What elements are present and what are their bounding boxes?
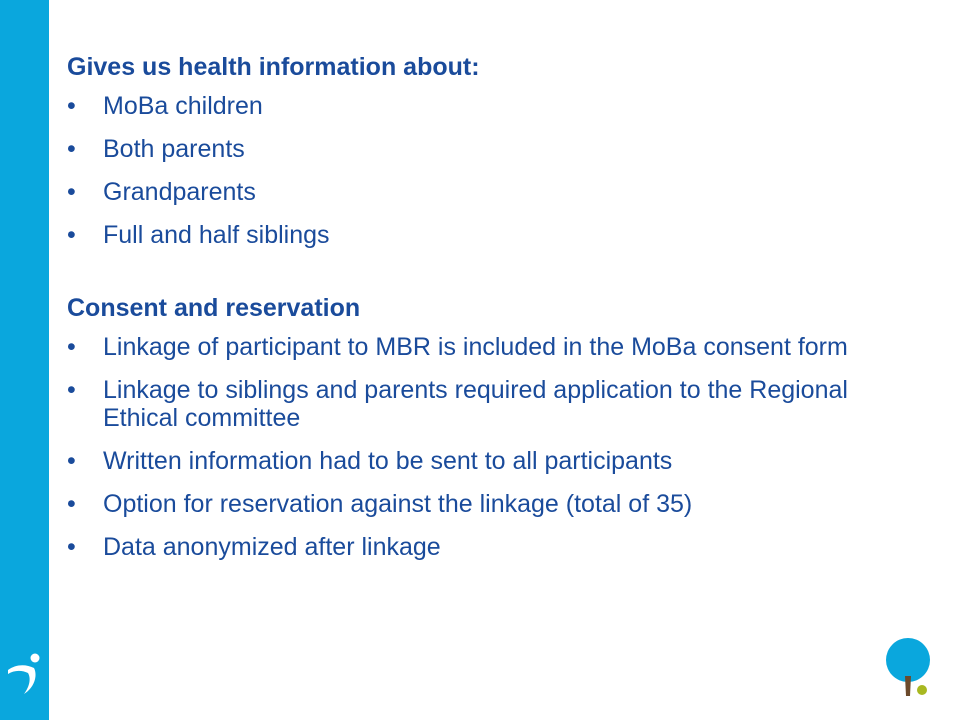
content — [67, 52, 867, 576]
side-bar — [0, 0, 49, 720]
bullet-list-consent — [67, 333, 867, 561]
bullet-icon: • — [67, 447, 76, 475]
list-item: • Both parents — [67, 135, 245, 163]
tree-icon — [884, 636, 936, 698]
list-item: • Data anonymized after linkage — [67, 533, 441, 561]
bullet-icon: • — [67, 92, 76, 120]
list-item: • Option for reservation against the linkage (total of 35) — [67, 490, 693, 518]
bullet-icon: • — [67, 221, 76, 249]
bullet-list-health — [67, 92, 867, 249]
figure-swoosh-icon — [4, 650, 46, 696]
list-item: • Linkage of participant to MBR is included in the MoBa consent form — [67, 333, 848, 361]
list-item: • Full and half siblings — [67, 221, 330, 249]
bullet-icon: • — [67, 376, 76, 404]
section-heading-health: Gives us health information about: — [67, 53, 480, 81]
bullet-icon: • — [67, 333, 76, 361]
list-item: • MoBa children — [67, 92, 263, 120]
bullet-icon: • — [67, 533, 76, 561]
bullet-icon: • — [67, 490, 76, 518]
list-item: • Written information had to be sent to all participants — [67, 447, 673, 475]
section-heading-consent: Consent and reservation — [67, 294, 361, 322]
list-item: • Grandparents — [67, 178, 256, 206]
bullet-icon: • — [67, 178, 76, 206]
bullet-icon: • — [67, 135, 76, 163]
list-item: • Linkage to siblings and parents required application to the Regional Ethical committee — [67, 376, 848, 432]
